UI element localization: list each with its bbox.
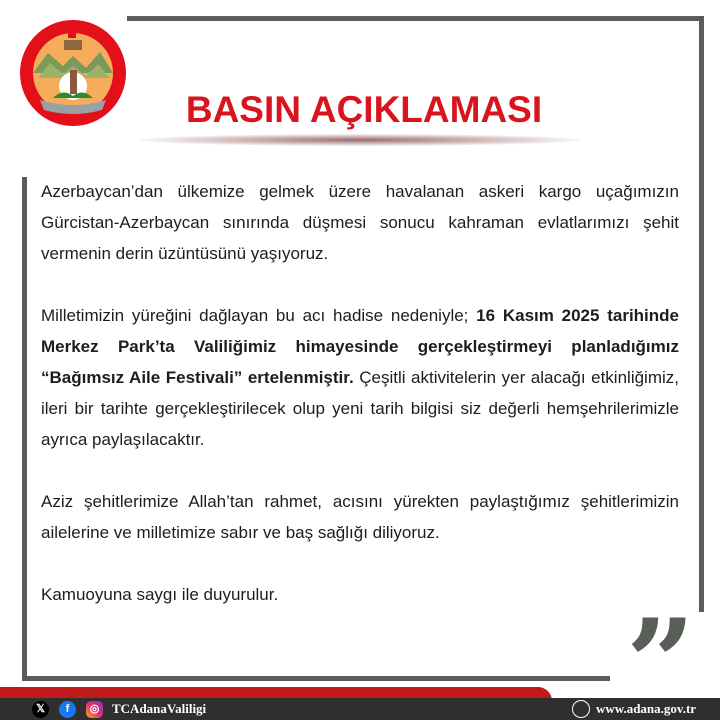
paragraph-2-intro: Milletimizin yüreğini dağlayan bu acı hadise nedeniyle; <box>41 306 477 325</box>
paragraph-2-emphasis: 16 Kasım 2025 tarihinde Merkez Park’ta Valiliğimiz himayesinde gerçekleştirmeyi planladığımız “Bağımsız Aile Festivali” ertelenmiştir. <box>41 306 679 387</box>
frame-left-border <box>22 177 27 680</box>
paragraph-2-rest: Çeşitli aktivitelerin yer alacağı etkinliğimiz, ileri bir tarihte gerçekleştirilecek olup yeni tarih bilgisi siz değerli hemşehrilerimizle ayrıca paylaşılacaktır. <box>41 368 679 449</box>
website-link[interactable]: www.adana.gov.tr <box>596 701 697 716</box>
frame-top-border <box>127 16 704 21</box>
social-handle[interactable]: TCAdanaValiligi <box>112 701 207 716</box>
closing-quote-container <box>626 612 706 674</box>
globe-icon <box>572 700 590 718</box>
title-underline-shadow <box>140 134 580 146</box>
paragraph-3: Aziz şehitlerimize Allah’tan rahmet, acısını yürekten paylaştığımız şehitlerimizin ailelerine ve milletimize sabır ve baş sağlığı diliyoruz. <box>41 492 679 542</box>
instagram-icon[interactable]: ◎ <box>86 701 103 718</box>
page-title: BASIN AÇIKLAMASI <box>185 89 543 130</box>
closing-quote-icon <box>626 612 706 674</box>
x-icon[interactable]: 𝕏 <box>32 701 49 718</box>
press-release-body <box>41 176 679 610</box>
paragraph-1: Azerbaycan’dan ülkemize gelmek üzere havalanan askeri kargo uçağımızın Gürcistan-Azerbaycan sınırında düşmesi sonucu kahraman evlatlarımızı şehit vermenin derin üzüntüsünü yaşıyoruz. <box>41 182 679 263</box>
facebook-icon[interactable]: f <box>59 701 76 718</box>
paragraph-2 <box>41 300 679 455</box>
paragraph-4: Kamuoyuna saygı ile duyurulur. <box>41 585 279 604</box>
frame-bottom-border <box>22 676 610 681</box>
